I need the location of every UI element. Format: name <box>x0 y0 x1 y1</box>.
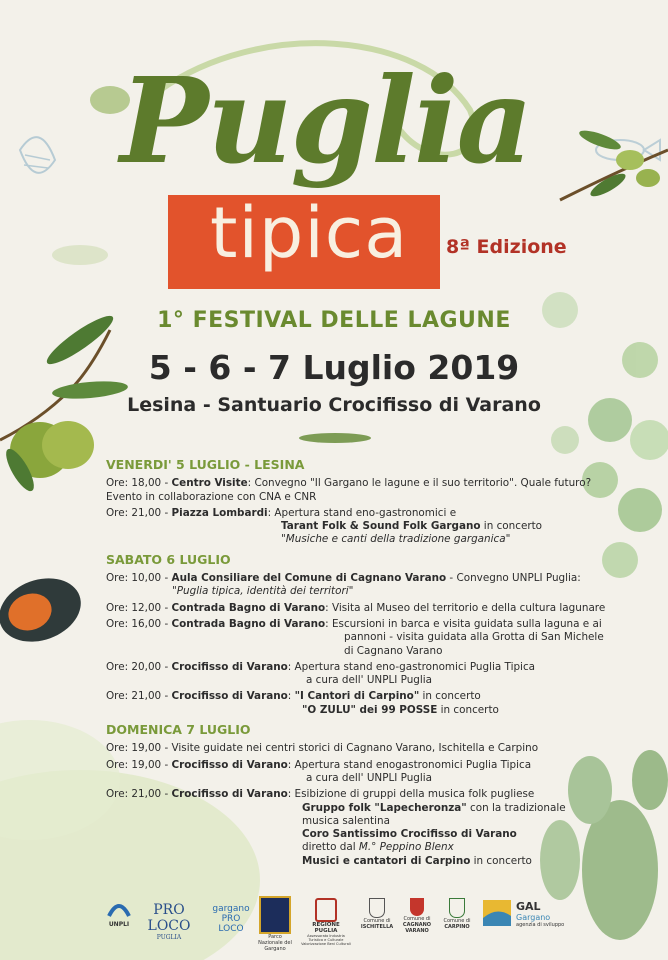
event-artist: Musici e cantatori di Carpino <box>302 854 471 867</box>
gal-icon <box>483 900 511 926</box>
title-tipica: tipica <box>210 192 409 274</box>
crest-icon <box>369 898 385 918</box>
event-desc: in concerto <box>437 703 499 716</box>
day-title: SABATO 6 LUGLIO <box>106 551 231 567</box>
event-desc: Evento in collaborazione con CNA e CNR <box>106 490 317 503</box>
event <box>106 618 626 658</box>
sponsor-logos <box>104 896 565 952</box>
gal-gargano-logo: GAL Gargano agenzia di sviluppo <box>516 900 565 928</box>
leaf-divider-icon <box>299 433 371 443</box>
event-subtitle: "Musiche e canti della tradizione garganica" <box>281 533 511 546</box>
event <box>106 572 626 599</box>
gal-icon-logo <box>482 900 512 929</box>
day-title: DOMENICA 7 LUGLIO <box>106 722 251 738</box>
event-artist: Gruppo folk "Lapecheronza" <box>302 801 467 814</box>
event-desc: di Cagnano Varano <box>344 644 443 657</box>
event-venue: Crocifisso di Varano <box>171 758 288 771</box>
unpli-logo: UNPLI <box>104 896 134 928</box>
event-venue: Contrada Bagno di Varano <box>171 617 326 630</box>
day-title: VENERDI' 5 LUGLIO - LESINA <box>106 457 305 472</box>
event <box>106 690 626 717</box>
event-artist: Coro Santissimo Crocifisso di Varano <box>302 828 517 841</box>
olive-branch-icon <box>560 127 668 200</box>
event-time: Ore: 21,00 - <box>106 788 169 801</box>
program <box>106 458 626 871</box>
event-desc: : <box>287 690 295 703</box>
seashell-icon <box>20 137 55 173</box>
event-venue: Crocifisso di Varano <box>171 660 288 673</box>
event-time: Ore: 19,00 - <box>106 742 169 755</box>
event-artist: "O ZULU" dei 99 POSSE <box>302 703 438 716</box>
regione-puglia-logo: REGIONE PUGLIA Assessorato Industria Turistica e Culturale Valorizzazione Beni Culturali <box>300 898 352 946</box>
parco-gargano-logo: Parco Nazionale del Gargano <box>258 896 292 952</box>
festival-place: Lesina - Santuario Crocifisso di Varano <box>127 394 541 416</box>
event-conductor: M.° Peppino Blenx <box>358 841 454 854</box>
comune-carpino-logo: Comune di CARPINO <box>440 898 474 930</box>
proloco-logo: PRO LOCO PUGLIA <box>147 902 191 941</box>
parco-icon <box>259 896 291 934</box>
event-desc: : Esibizione di gruppi della musica folk pugliese <box>287 788 535 801</box>
event <box>106 788 626 868</box>
event-desc: pannoni - visita guidata alla Grotta di San Michele <box>344 631 604 644</box>
unpli-icon <box>107 896 131 918</box>
mussel-icon <box>0 567 90 652</box>
event-desc: : Convegno "Il Gargano le lagune e il suo territorio". Quale futuro? <box>247 477 592 490</box>
event-venue: Centro Visite <box>171 477 248 490</box>
event <box>106 759 626 786</box>
event-desc: : Escursioni in barca e visita guidata sulla laguna e ai <box>325 617 602 630</box>
event-time: Ore: 12,00 - <box>106 601 169 614</box>
leaf-icon <box>52 245 108 265</box>
event-desc: diretto dal <box>302 841 359 854</box>
event-venue: Aula Consiliare del Comune di Cagnano Varano <box>171 572 447 585</box>
event-artist: "I Cantori di Carpino" <box>294 690 420 703</box>
event-desc: Visite guidate nei centri storici di Cagnano Varano, Ischitella e Carpino <box>168 742 539 755</box>
crest-icon <box>315 898 337 922</box>
event-time: Ore: 19,00 - <box>106 758 169 771</box>
event-desc: in concerto <box>470 854 532 867</box>
event-desc: con la tradizionale <box>466 801 566 814</box>
event-desc: : Apertura stand enogastronomici Puglia Tipica <box>287 758 532 771</box>
event-time: Ore: 21,00 - <box>106 506 169 519</box>
event <box>106 742 626 755</box>
event-desc: in concerto <box>480 520 543 533</box>
event <box>106 661 626 688</box>
title-puglia: Puglia <box>120 51 532 190</box>
comune-cagnano-logo: Comune di CAGNANO VARANO <box>400 898 434 934</box>
event-desc: a cura dell' UNPLI Puglia <box>306 674 433 687</box>
event-desc: : Apertura stand eno-gastronomici Puglia Tipica <box>287 660 536 673</box>
festival-title: 1° FESTIVAL DELLE LAGUNE <box>157 308 511 333</box>
event-subtitle: "Puglia tipica, identità dei territori" <box>172 585 354 598</box>
gargano-proloco-logo: gargano PRO LOCO <box>212 904 250 934</box>
event-desc: : Visita al Museo del territorio e della cultura lagunare <box>325 601 606 614</box>
event-venue: Piazza Lombardi <box>171 506 268 519</box>
event-time: Ore: 20,00 - <box>106 660 169 673</box>
event-desc: : Apertura stand eno-gastronomici e <box>267 506 457 519</box>
event-venue: Crocifisso di Varano <box>171 788 288 801</box>
event-time: Ore: 21,00 - <box>106 690 169 703</box>
festival-dates: 5 - 6 - 7 Luglio 2019 <box>148 348 520 387</box>
crest-icon <box>410 898 424 916</box>
event <box>106 477 626 504</box>
event <box>106 507 626 547</box>
comune-ischitella-logo: Comune di ISCHITELLA <box>360 898 394 930</box>
event-time: Ore: 16,00 - <box>106 617 169 630</box>
event-artist: Tarant Folk & Sound Folk Gargano <box>281 520 481 533</box>
event-time: Ore: 10,00 - <box>106 572 169 585</box>
event-venue: Contrada Bagno di Varano <box>171 601 326 614</box>
event-venue: Crocifisso di Varano <box>171 690 288 703</box>
event <box>106 602 626 615</box>
crest-icon <box>449 898 465 918</box>
event-desc: a cura dell' UNPLI Puglia <box>306 771 433 784</box>
event-desc: musica salentina <box>302 814 390 827</box>
event-desc: in concerto <box>419 690 481 703</box>
event-desc: - Convegno UNPLI Puglia: <box>446 572 581 585</box>
edition-label: 8ª Edizione <box>446 236 567 258</box>
event-time: Ore: 18,00 - <box>106 477 169 490</box>
